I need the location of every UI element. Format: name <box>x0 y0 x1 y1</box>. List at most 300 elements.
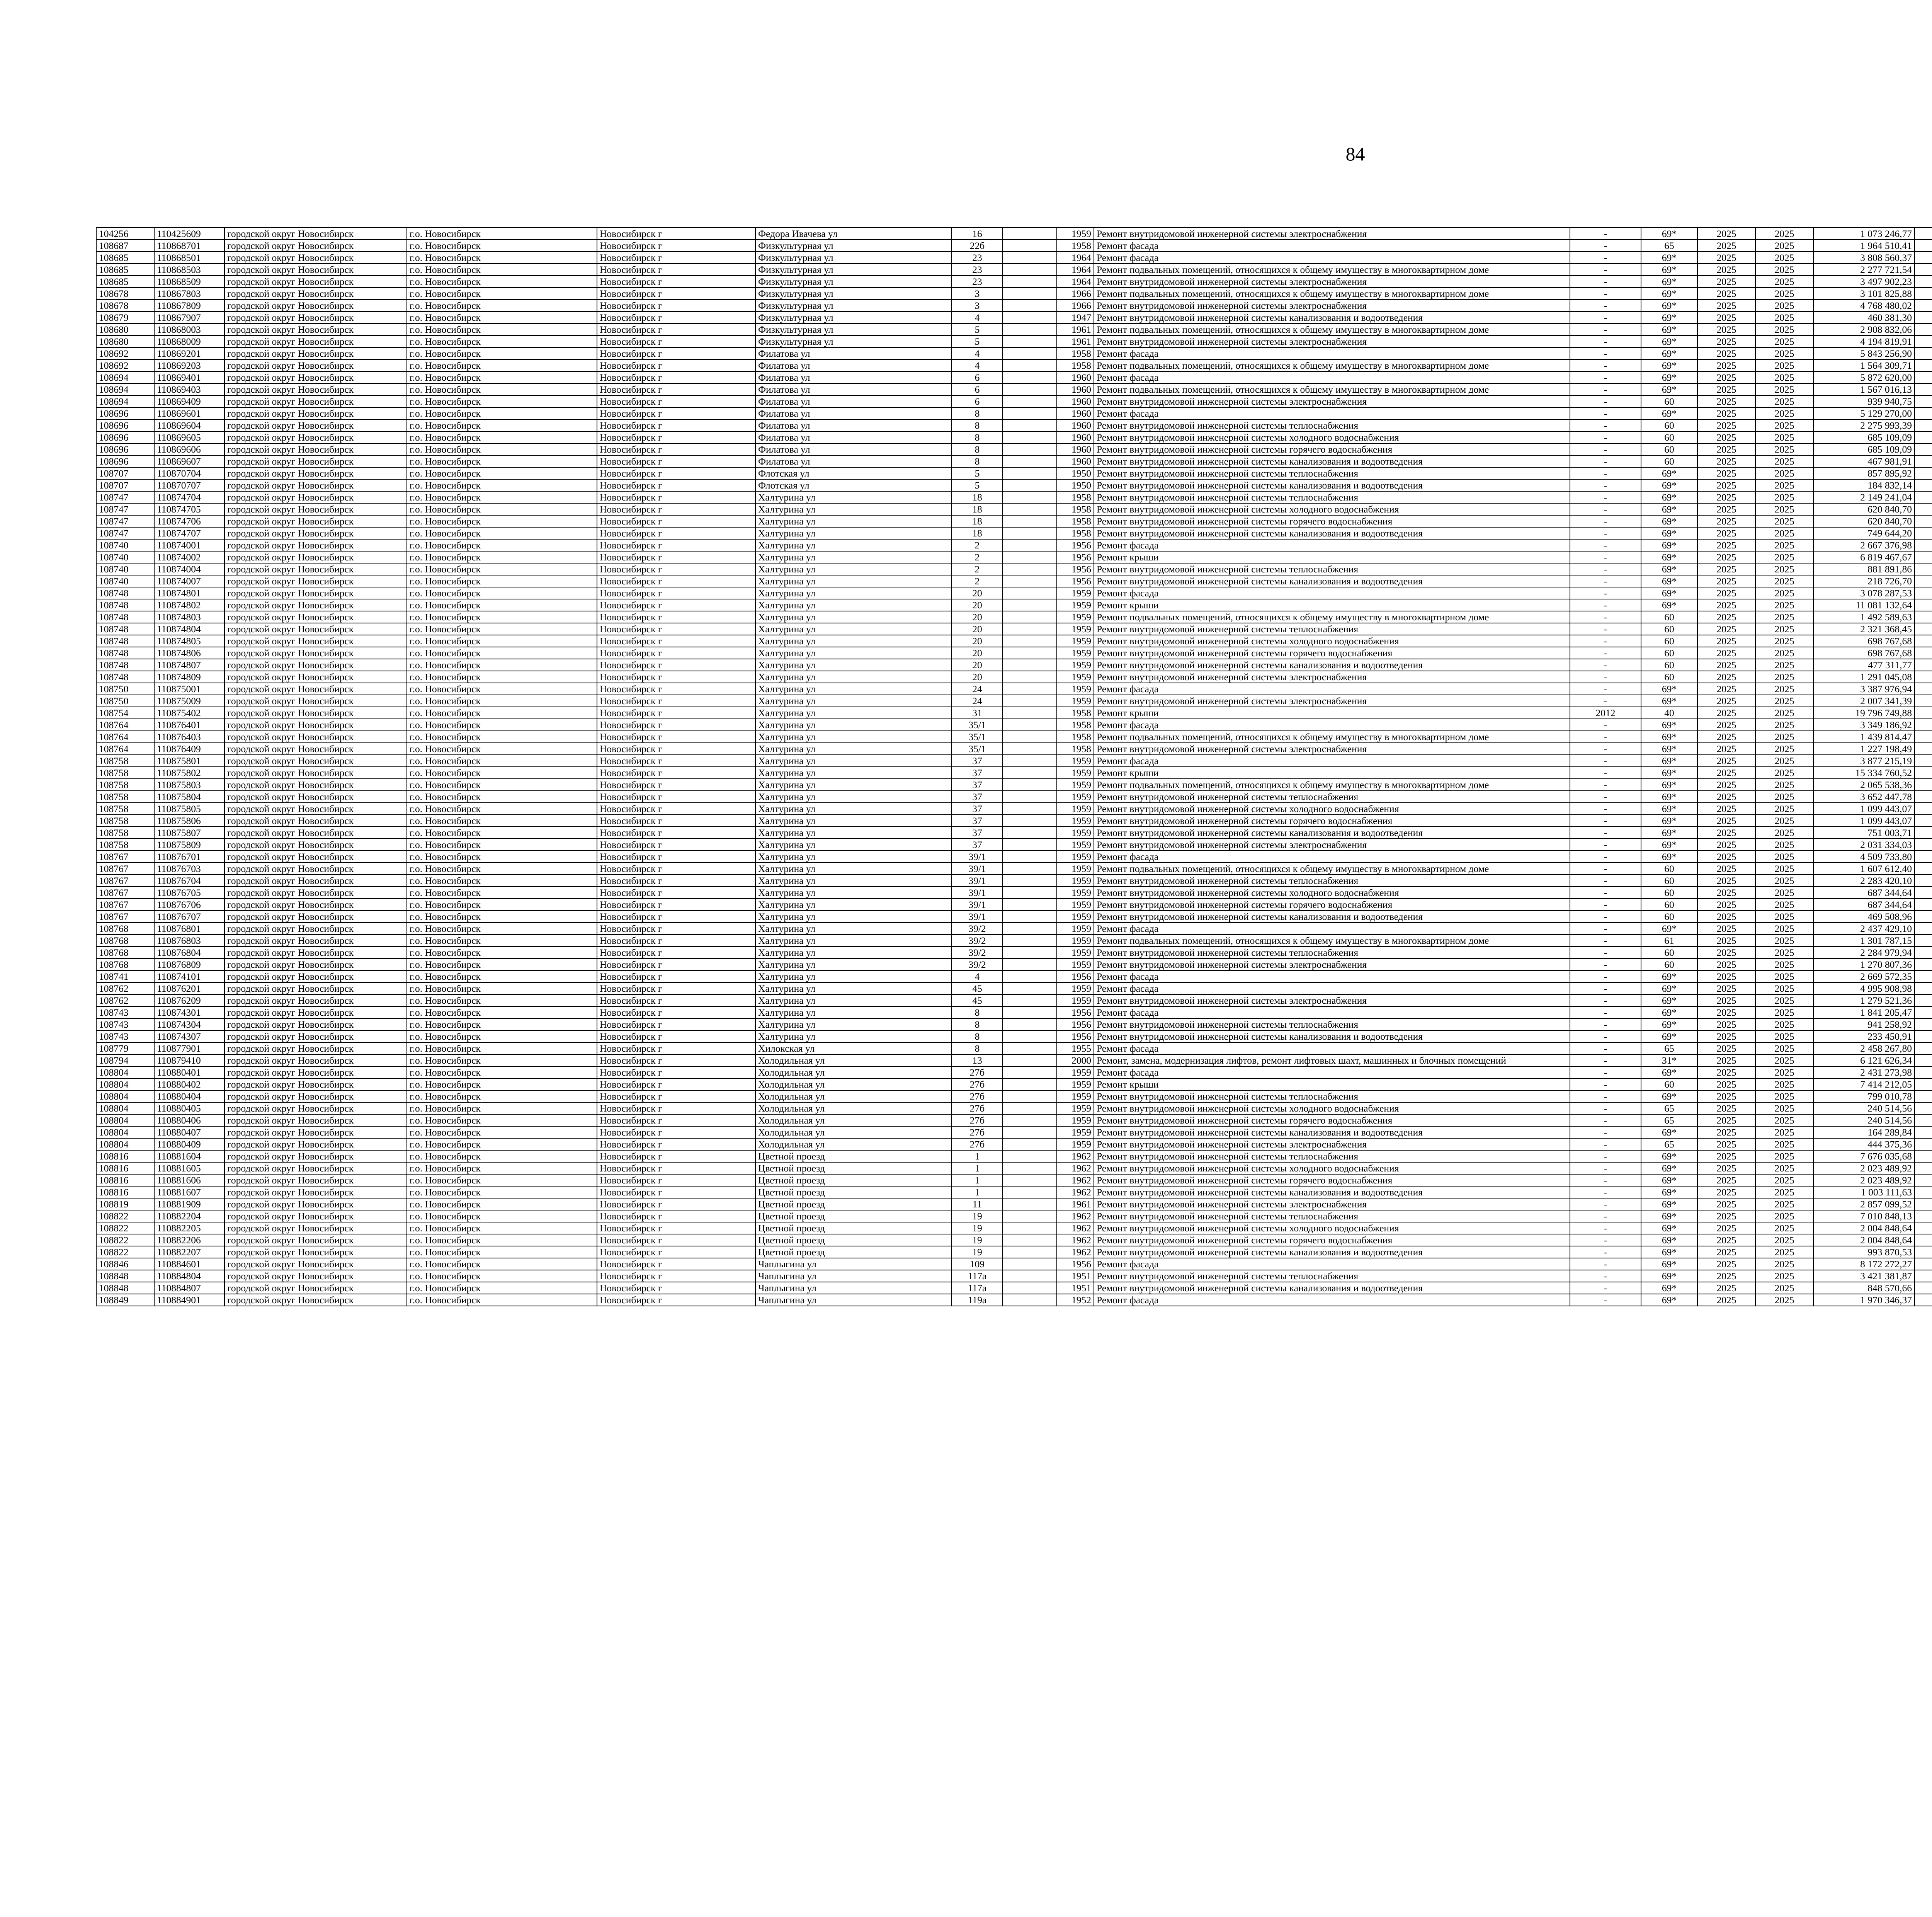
cell-plan-start-year: 2025 <box>1697 982 1755 994</box>
cell-locality: Новосибирск г <box>597 599 755 611</box>
cell-plan-start-year: 2025 <box>1697 539 1755 551</box>
cell-municipality: г.о. Новосибирск <box>407 671 597 683</box>
table-row <box>96 1018 1932 1030</box>
cell-house-number: 8 <box>952 407 1003 419</box>
cell-plan-end-year: 2025 <box>1755 419 1813 431</box>
cell-building <box>1003 755 1057 767</box>
cell-house-number: 39/2 <box>952 935 1003 947</box>
cell-plan-start-year: 2025 <box>1697 335 1755 347</box>
cell-work-id: 110868501 <box>154 252 224 264</box>
cell-street: Цветной проезд <box>755 1186 952 1198</box>
cell-house-number: 39/2 <box>952 947 1003 958</box>
cell-fund-cost <box>1915 1294 1932 1306</box>
cell-house-number: 39/1 <box>952 911 1003 923</box>
cell-year-built: 1962 <box>1057 1246 1094 1258</box>
cell-year-built: 1961 <box>1057 1198 1094 1210</box>
cell-work-type: Ремонт внутридомовой инженерной системы теплоснабжения <box>1094 791 1570 803</box>
cell-street: Филатова ул <box>755 371 952 383</box>
cell-fund-cost <box>1915 647 1932 659</box>
cell-house-id: 108748 <box>96 647 154 659</box>
cell-house-id: 108748 <box>96 671 154 683</box>
table-row <box>96 707 1932 719</box>
cell-municipal-district: городской округ Новосибирск <box>224 228 407 240</box>
cell-work-type: Ремонт фасада <box>1094 923 1570 935</box>
cell-plan-end-year: 2025 <box>1755 767 1813 779</box>
cell-street: Халтурина ул <box>755 695 952 707</box>
cell-municipality: г.о. Новосибирск <box>407 527 597 539</box>
cell-last-repair-year: - <box>1570 659 1641 671</box>
cell-municipality: г.о. Новосибирск <box>407 1222 597 1234</box>
cell-year-built: 1956 <box>1057 1030 1094 1042</box>
cell-wear-percent: 60 <box>1641 1078 1697 1090</box>
cell-last-repair-year: - <box>1570 347 1641 359</box>
cell-house-id: 108679 <box>96 312 154 323</box>
cell-wear-percent: 69* <box>1641 300 1697 312</box>
cell-municipality: г.о. Новосибирск <box>407 300 597 312</box>
cell-last-repair-year: - <box>1570 383 1641 395</box>
cell-wear-percent: 60 <box>1641 455 1697 467</box>
cell-street: Физкультурная ул <box>755 276 952 288</box>
cell-house-id: 108768 <box>96 958 154 970</box>
cell-house-id: 108758 <box>96 791 154 803</box>
cell-work-type: Ремонт крыши <box>1094 599 1570 611</box>
table-row <box>96 791 1932 803</box>
cell-fund-cost <box>1915 479 1932 491</box>
cell-wear-percent: 69* <box>1641 731 1697 743</box>
cell-plan-start-year: 2025 <box>1697 563 1755 575</box>
cell-last-repair-year: - <box>1570 264 1641 276</box>
cell-locality: Новосибирск г <box>597 527 755 539</box>
cell-locality: Новосибирск г <box>597 935 755 947</box>
cell-wear-percent: 69* <box>1641 791 1697 803</box>
cell-municipality: г.о. Новосибирск <box>407 371 597 383</box>
cell-street: Халтурина ул <box>755 827 952 839</box>
cell-house-number: 27б <box>952 1078 1003 1090</box>
cell-plan-start-year: 2025 <box>1697 731 1755 743</box>
cell-work-type: Ремонт фасада <box>1094 1066 1570 1078</box>
cell-last-repair-year: - <box>1570 240 1641 252</box>
cell-work-id: 110868003 <box>154 323 224 335</box>
cell-house-id: 108687 <box>96 240 154 252</box>
cell-municipal-district: городской округ Новосибирск <box>224 371 407 383</box>
cell-plan-end-year: 2025 <box>1755 1114 1813 1126</box>
table-row <box>96 875 1932 887</box>
cell-work-id: 110880405 <box>154 1102 224 1114</box>
cell-last-repair-year: - <box>1570 1090 1641 1102</box>
cell-locality: Новосибирск г <box>597 671 755 683</box>
cell-house-number: 109 <box>952 1258 1003 1270</box>
cell-house-number: 20 <box>952 587 1003 599</box>
cell-wear-percent: 69* <box>1641 1018 1697 1030</box>
cell-house-number: 4 <box>952 359 1003 371</box>
cell-plan-start-year: 2025 <box>1697 671 1755 683</box>
cell-locality: Новосибирск г <box>597 958 755 970</box>
cell-municipality: г.о. Новосибирск <box>407 240 597 252</box>
cell-plan-end-year: 2025 <box>1755 1102 1813 1114</box>
cell-total-cost: 218 726,70 <box>1813 575 1915 587</box>
cell-fund-cost <box>1915 671 1932 683</box>
cell-work-id: 110875402 <box>154 707 224 719</box>
cell-street: Халтурина ул <box>755 970 952 982</box>
cell-work-type: Ремонт фасада <box>1094 252 1570 264</box>
cell-street: Халтурина ул <box>755 647 952 659</box>
cell-municipal-district: городской округ Новосибирск <box>224 994 407 1006</box>
cell-work-type: Ремонт внутридомовой инженерной системы холодного водоснабжения <box>1094 503 1570 515</box>
cell-fund-cost <box>1915 683 1932 695</box>
cell-municipality: г.о. Новосибирск <box>407 611 597 623</box>
cell-building <box>1003 1066 1057 1078</box>
cell-house-number: 39/1 <box>952 863 1003 875</box>
cell-work-id: 110869401 <box>154 371 224 383</box>
cell-fund-cost <box>1915 887 1932 899</box>
cell-house-id: 108750 <box>96 695 154 707</box>
cell-house-number: 19 <box>952 1222 1003 1234</box>
cell-total-cost: 2 275 993,39 <box>1813 419 1915 431</box>
cell-work-id: 110876706 <box>154 899 224 911</box>
cell-house-number: 37 <box>952 839 1003 851</box>
cell-street: Халтурина ул <box>755 671 952 683</box>
table-row <box>96 970 1932 982</box>
cell-municipality: г.о. Новосибирск <box>407 911 597 923</box>
cell-plan-start-year: 2025 <box>1697 659 1755 671</box>
cell-wear-percent: 65 <box>1641 1114 1697 1126</box>
cell-locality: Новосибирск г <box>597 1198 755 1210</box>
cell-fund-cost <box>1915 1030 1932 1042</box>
cell-municipal-district: городской округ Новосибирск <box>224 875 407 887</box>
cell-house-id: 108678 <box>96 300 154 312</box>
cell-locality: Новосибирск г <box>597 791 755 803</box>
cell-fund-cost <box>1915 563 1932 575</box>
cell-wear-percent: 69* <box>1641 1246 1697 1258</box>
cell-building <box>1003 719 1057 731</box>
cell-year-built: 1959 <box>1057 827 1094 839</box>
cell-fund-cost <box>1915 455 1932 467</box>
table-row <box>96 1258 1932 1270</box>
cell-fund-cost <box>1915 443 1932 455</box>
cell-house-number: 18 <box>952 527 1003 539</box>
cell-house-number: 1 <box>952 1150 1003 1162</box>
cell-municipal-district: городской округ Новосибирск <box>224 383 407 395</box>
cell-year-built: 1958 <box>1057 491 1094 503</box>
cell-fund-cost <box>1915 503 1932 515</box>
cell-year-built: 1960 <box>1057 455 1094 467</box>
cell-wear-percent: 69* <box>1641 575 1697 587</box>
cell-year-built: 1964 <box>1057 264 1094 276</box>
cell-work-id: 110868701 <box>154 240 224 252</box>
cell-municipal-district: городской округ Новосибирск <box>224 767 407 779</box>
cell-building <box>1003 623 1057 635</box>
cell-street: Халтурина ул <box>755 791 952 803</box>
cell-last-repair-year: - <box>1570 875 1641 887</box>
cell-plan-end-year: 2025 <box>1755 443 1813 455</box>
cell-house-id: 108696 <box>96 431 154 443</box>
cell-plan-start-year: 2025 <box>1697 1282 1755 1294</box>
cell-locality: Новосибирск г <box>597 479 755 491</box>
cell-building <box>1003 1186 1057 1198</box>
table-row <box>96 407 1932 419</box>
cell-work-type: Ремонт внутридомовой инженерной системы холодного водоснабжения <box>1094 635 1570 647</box>
cell-plan-end-year: 2025 <box>1755 1126 1813 1138</box>
cell-locality: Новосибирск г <box>597 1270 755 1282</box>
cell-street: Халтурина ул <box>755 599 952 611</box>
cell-work-type: Ремонт внутридомовой инженерной системы теплоснабжения <box>1094 947 1570 958</box>
cell-year-built: 1959 <box>1057 863 1094 875</box>
cell-municipality: г.о. Новосибирск <box>407 731 597 743</box>
cell-house-id: 108741 <box>96 970 154 982</box>
cell-house-number: 20 <box>952 635 1003 647</box>
registry-body <box>96 228 1932 1306</box>
cell-street: Холодильная ул <box>755 1054 952 1066</box>
cell-street: Халтурина ул <box>755 575 952 587</box>
cell-house-number: 35/1 <box>952 731 1003 743</box>
cell-street: Халтурина ул <box>755 563 952 575</box>
cell-plan-start-year: 2025 <box>1697 1198 1755 1210</box>
cell-fund-cost <box>1915 611 1932 623</box>
cell-building <box>1003 923 1057 935</box>
cell-wear-percent: 69* <box>1641 970 1697 982</box>
cell-work-id: 110875806 <box>154 815 224 827</box>
cell-house-id: 108758 <box>96 755 154 767</box>
cell-work-type: Ремонт фасада <box>1094 851 1570 863</box>
cell-wear-percent: 69* <box>1641 563 1697 575</box>
cell-plan-start-year: 2025 <box>1697 1114 1755 1126</box>
cell-municipality: г.о. Новосибирск <box>407 1186 597 1198</box>
cell-house-number: 20 <box>952 623 1003 635</box>
cell-work-type: Ремонт фасада <box>1094 587 1570 599</box>
cell-work-id: 110875805 <box>154 803 224 815</box>
cell-municipal-district: городской округ Новосибирск <box>224 815 407 827</box>
cell-municipal-district: городской округ Новосибирск <box>224 335 407 347</box>
cell-locality: Новосибирск г <box>597 994 755 1006</box>
cell-house-number: 27б <box>952 1126 1003 1138</box>
cell-plan-end-year: 2025 <box>1755 1282 1813 1294</box>
cell-plan-start-year: 2025 <box>1697 479 1755 491</box>
cell-work-id: 110881607 <box>154 1186 224 1198</box>
cell-building <box>1003 767 1057 779</box>
cell-plan-end-year: 2025 <box>1755 815 1813 827</box>
cell-wear-percent: 69* <box>1641 923 1697 935</box>
cell-total-cost: 6 121 626,34 <box>1813 1054 1915 1066</box>
cell-municipal-district: городской округ Новосибирск <box>224 300 407 312</box>
cell-house-id: 108758 <box>96 815 154 827</box>
cell-fund-cost <box>1915 467 1932 479</box>
cell-building <box>1003 1102 1057 1114</box>
cell-year-built: 1958 <box>1057 347 1094 359</box>
cell-house-number: 23 <box>952 264 1003 276</box>
cell-fund-cost <box>1915 935 1932 947</box>
cell-last-repair-year: - <box>1570 431 1641 443</box>
cell-house-number: 8 <box>952 455 1003 467</box>
cell-street: Цветной проезд <box>755 1198 952 1210</box>
cell-building <box>1003 431 1057 443</box>
cell-house-id: 108740 <box>96 563 154 575</box>
cell-street: Физкультурная ул <box>755 288 952 300</box>
cell-year-built: 1959 <box>1057 659 1094 671</box>
cell-municipality: г.о. Новосибирск <box>407 707 597 719</box>
cell-municipal-district: городской округ Новосибирск <box>224 264 407 276</box>
cell-street: Халтурина ул <box>755 635 952 647</box>
cell-building <box>1003 479 1057 491</box>
cell-work-id: 110874803 <box>154 611 224 623</box>
cell-work-id: 110880409 <box>154 1138 224 1150</box>
cell-house-number: 8 <box>952 443 1003 455</box>
cell-fund-cost <box>1915 767 1932 779</box>
cell-street: Филатова ул <box>755 383 952 395</box>
cell-plan-start-year: 2025 <box>1697 1030 1755 1042</box>
cell-total-cost: 2 458 267,80 <box>1813 1042 1915 1054</box>
cell-street: Халтурина ул <box>755 623 952 635</box>
cell-wear-percent: 69* <box>1641 228 1697 240</box>
table-row <box>96 359 1932 371</box>
cell-house-number: 24 <box>952 683 1003 695</box>
cell-house-number: 19 <box>952 1246 1003 1258</box>
cell-work-type: Ремонт подвальных помещений, относящихся к общему имуществу в многоквартирном доме <box>1094 779 1570 791</box>
cell-total-cost: 1 841 205,47 <box>1813 1006 1915 1018</box>
cell-total-cost: 1 964 510,41 <box>1813 240 1915 252</box>
cell-building <box>1003 407 1057 419</box>
cell-house-number: 23 <box>952 276 1003 288</box>
table-row <box>96 743 1932 755</box>
cell-municipal-district: городской округ Новосибирск <box>224 1198 407 1210</box>
cell-wear-percent: 60 <box>1641 899 1697 911</box>
cell-street: Халтурина ул <box>755 503 952 515</box>
cell-last-repair-year: - <box>1570 491 1641 503</box>
cell-house-number: 117а <box>952 1282 1003 1294</box>
cell-total-cost: 5 843 256,90 <box>1813 347 1915 359</box>
cell-total-cost: 11 081 132,64 <box>1813 599 1915 611</box>
cell-building <box>1003 312 1057 323</box>
cell-plan-start-year: 2025 <box>1697 863 1755 875</box>
cell-last-repair-year: - <box>1570 1018 1641 1030</box>
cell-municipal-district: городской округ Новосибирск <box>224 312 407 323</box>
cell-work-type: Ремонт фасада <box>1094 347 1570 359</box>
cell-last-repair-year: - <box>1570 911 1641 923</box>
cell-street: Халтурина ул <box>755 947 952 958</box>
cell-house-id: 108848 <box>96 1282 154 1294</box>
cell-locality: Новосибирск г <box>597 1294 755 1306</box>
cell-municipality: г.о. Новосибирск <box>407 264 597 276</box>
cell-building <box>1003 947 1057 958</box>
cell-house-id: 108816 <box>96 1174 154 1186</box>
cell-last-repair-year: - <box>1570 827 1641 839</box>
cell-locality: Новосибирск г <box>597 659 755 671</box>
cell-plan-start-year: 2025 <box>1697 1078 1755 1090</box>
cell-house-number: 39/1 <box>952 875 1003 887</box>
cell-house-number: 8 <box>952 1042 1003 1054</box>
cell-year-built: 1959 <box>1057 1102 1094 1114</box>
cell-building <box>1003 419 1057 431</box>
cell-house-id: 108743 <box>96 1018 154 1030</box>
cell-year-built: 1956 <box>1057 1258 1094 1270</box>
cell-house-number: 8 <box>952 1006 1003 1018</box>
cell-fund-cost <box>1915 719 1932 731</box>
cell-street: Цветной проезд <box>755 1222 952 1234</box>
cell-year-built: 1959 <box>1057 815 1094 827</box>
cell-municipal-district: городской округ Новосибирск <box>224 803 407 815</box>
cell-work-id: 110884601 <box>154 1258 224 1270</box>
cell-building <box>1003 455 1057 467</box>
cell-work-type: Ремонт внутридомовой инженерной системы холодного водоснабжения <box>1094 1222 1570 1234</box>
cell-municipality: г.о. Новосибирск <box>407 695 597 707</box>
cell-work-id: 110867907 <box>154 312 224 323</box>
table-row <box>96 647 1932 659</box>
cell-street: Флотская ул <box>755 479 952 491</box>
cell-plan-start-year: 2025 <box>1697 803 1755 815</box>
cell-total-cost: 2 004 848,64 <box>1813 1222 1915 1234</box>
cell-work-id: 110867809 <box>154 300 224 312</box>
cell-plan-start-year: 2025 <box>1697 647 1755 659</box>
cell-municipality: г.о. Новосибирск <box>407 503 597 515</box>
cell-locality: Новосибирск г <box>597 875 755 887</box>
cell-plan-end-year: 2025 <box>1755 719 1813 731</box>
cell-plan-start-year: 2025 <box>1697 743 1755 755</box>
cell-plan-end-year: 2025 <box>1755 839 1813 851</box>
cell-street: Физкультурная ул <box>755 264 952 276</box>
cell-total-cost: 1 291 045,08 <box>1813 671 1915 683</box>
cell-locality: Новосибирск г <box>597 467 755 479</box>
cell-building <box>1003 935 1057 947</box>
cell-wear-percent: 69* <box>1641 1186 1697 1198</box>
cell-house-id: 108696 <box>96 419 154 431</box>
table-row <box>96 779 1932 791</box>
cell-year-built: 1960 <box>1057 419 1094 431</box>
cell-municipal-district: городской округ Новосибирск <box>224 611 407 623</box>
cell-year-built: 1952 <box>1057 1294 1094 1306</box>
cell-locality: Новосибирск г <box>597 1126 755 1138</box>
cell-locality: Новосибирск г <box>597 371 755 383</box>
cell-municipality: г.о. Новосибирск <box>407 1150 597 1162</box>
cell-street: Халтурина ул <box>755 803 952 815</box>
cell-plan-end-year: 2025 <box>1755 527 1813 539</box>
cell-municipality: г.о. Новосибирск <box>407 276 597 288</box>
cell-house-id: 108747 <box>96 503 154 515</box>
cell-last-repair-year: - <box>1570 395 1641 407</box>
cell-wear-percent: 69* <box>1641 994 1697 1006</box>
cell-last-repair-year: - <box>1570 503 1641 515</box>
cell-house-number: 18 <box>952 515 1003 527</box>
table-row <box>96 815 1932 827</box>
cell-plan-start-year: 2025 <box>1697 958 1755 970</box>
cell-last-repair-year: - <box>1570 982 1641 994</box>
cell-year-built: 1959 <box>1057 839 1094 851</box>
cell-building <box>1003 803 1057 815</box>
repair-registry-table <box>96 227 1932 1306</box>
cell-locality: Новосибирск г <box>597 1102 755 1114</box>
cell-house-number: 8 <box>952 431 1003 443</box>
cell-municipal-district: городской округ Новосибирск <box>224 947 407 958</box>
cell-plan-start-year: 2025 <box>1697 911 1755 923</box>
cell-total-cost: 3 078 287,53 <box>1813 587 1915 599</box>
cell-wear-percent: 69* <box>1641 1282 1697 1294</box>
cell-wear-percent: 40 <box>1641 707 1697 719</box>
cell-work-id: 110869403 <box>154 383 224 395</box>
cell-work-type: Ремонт внутридомовой инженерной системы теплоснабжения <box>1094 491 1570 503</box>
cell-wear-percent: 69* <box>1641 539 1697 551</box>
cell-fund-cost <box>1915 994 1932 1006</box>
cell-last-repair-year: - <box>1570 1150 1641 1162</box>
cell-locality: Новосибирск г <box>597 1150 755 1162</box>
cell-house-id: 108750 <box>96 683 154 695</box>
cell-municipality: г.о. Новосибирск <box>407 923 597 935</box>
cell-fund-cost <box>1915 1042 1932 1054</box>
cell-work-id: 110884804 <box>154 1270 224 1282</box>
cell-house-id: 108764 <box>96 719 154 731</box>
cell-street: Филатова ул <box>755 407 952 419</box>
cell-street: Халтурина ул <box>755 587 952 599</box>
cell-fund-cost <box>1915 1066 1932 1078</box>
cell-fund-cost <box>1915 827 1932 839</box>
cell-wear-percent: 69* <box>1641 503 1697 515</box>
